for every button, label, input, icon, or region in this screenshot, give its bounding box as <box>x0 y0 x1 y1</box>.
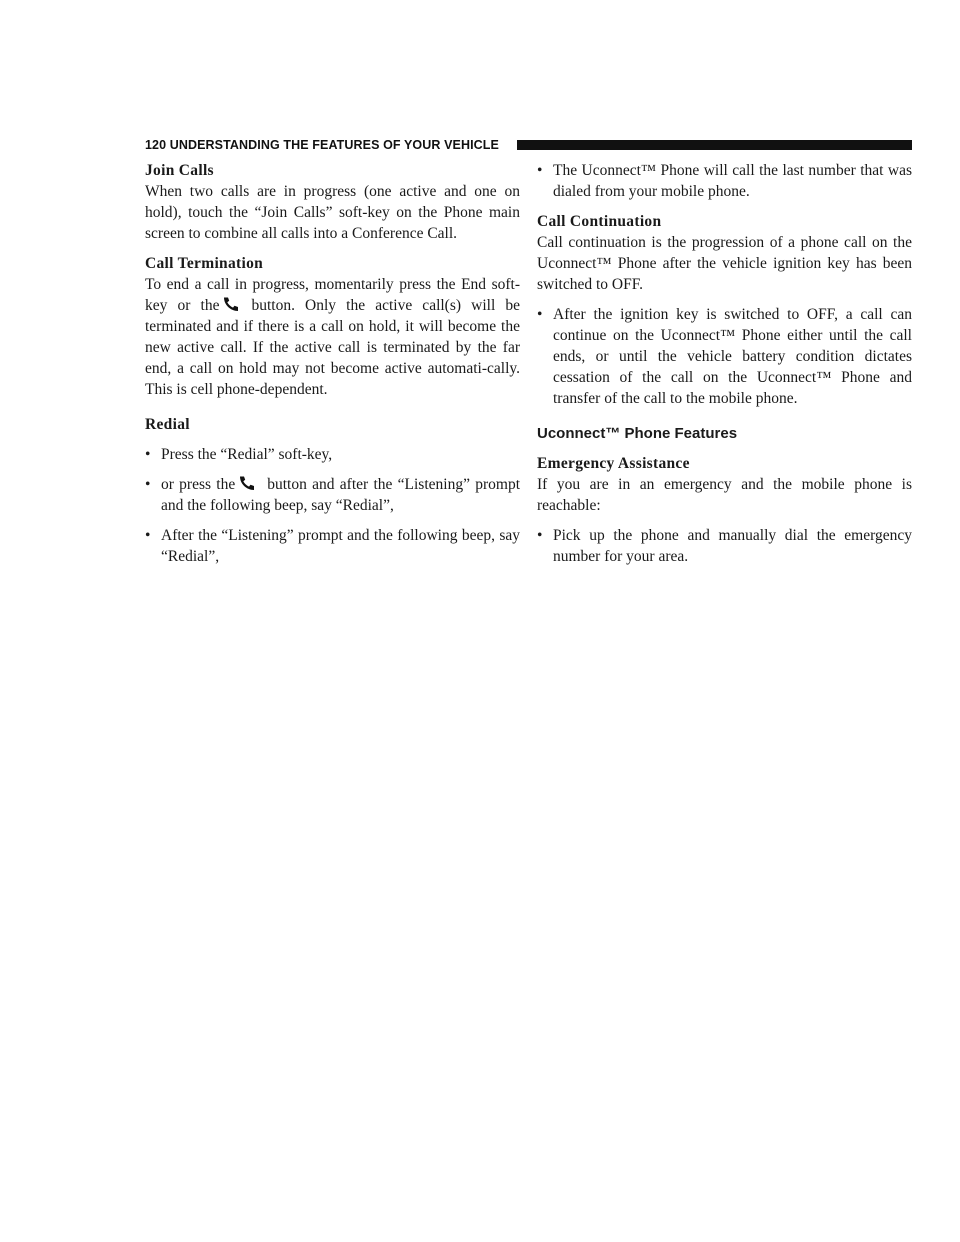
list-item: • Pick up the phone and manually dial the emergency number for your area. <box>537 527 912 565</box>
list-item: • Press the “Redial” soft-key, <box>145 446 333 463</box>
left-column <box>145 160 520 567</box>
redial-list <box>145 444 520 567</box>
page-header <box>145 138 912 152</box>
page-header-text <box>145 138 499 152</box>
call-termination-text-a: To end a call in progress, momentarily press the End soft-key or the <box>145 276 520 314</box>
list-item: • The Uconnect™ Phone will call the last number that was dialed from your mobile phone. <box>537 162 912 200</box>
header-rule <box>517 140 912 150</box>
list-item: • or press the button and after the “Listening” prompt and the following beep, say “Redial”, <box>145 476 521 514</box>
section-title: UNDERSTANDING THE FEATURES OF YOUR VEHICLE <box>169 138 499 152</box>
features-heading: Uconnect™ Phone Features <box>537 425 738 442</box>
right-column <box>537 160 912 567</box>
call-termination-body <box>145 274 520 400</box>
call-termination-heading: Call Termination <box>145 255 264 272</box>
join-calls-heading: Join Calls <box>145 162 214 179</box>
page-number: 120 <box>145 138 167 152</box>
emergency-assistance-heading: Emergency Assistance <box>537 455 690 472</box>
emergency-assistance-body: If you are in an emergency and the mobile phone is reachable: <box>537 476 912 514</box>
call-continuation-heading: Call Continuation <box>537 213 662 230</box>
join-calls-body: When two calls are in progress (one active and one on hold), touch the “Join Calls” soft-key on the Phone main screen to combine all calls into a Conference Call. <box>145 183 520 242</box>
call-continuation-body: Call continuation is the progression of a phone call on the Uconnect™ Phone after the vehicle ignition key has been switched to OFF. <box>537 234 912 293</box>
list-item: • After the “Listening” prompt and the following beep, say “Redial”, <box>145 527 520 565</box>
redial-heading: Redial <box>145 416 190 433</box>
call-termination-text-b: button. Only the active call(s) will be terminated and if there is a call on hold, it will become the new active call. If the active call is terminated by the far end, a call on hold may not become active automati-cally. This is cell phone-dependent. <box>145 297 520 398</box>
list-item: • After the ignition key is switched to OFF, a call can continue on the Uconnect™ Phone either until the call ends, or until the vehicle battery condition dictates cessation of the call on the Uconnect™ Phone and transfer of the call to the mobile phone. <box>537 306 912 407</box>
emergency-list <box>537 525 912 567</box>
phone-handset-icon <box>237 475 259 491</box>
redial-list-continued <box>537 160 912 202</box>
phone-handset-icon <box>221 296 243 312</box>
call-continuation-list <box>537 304 912 409</box>
